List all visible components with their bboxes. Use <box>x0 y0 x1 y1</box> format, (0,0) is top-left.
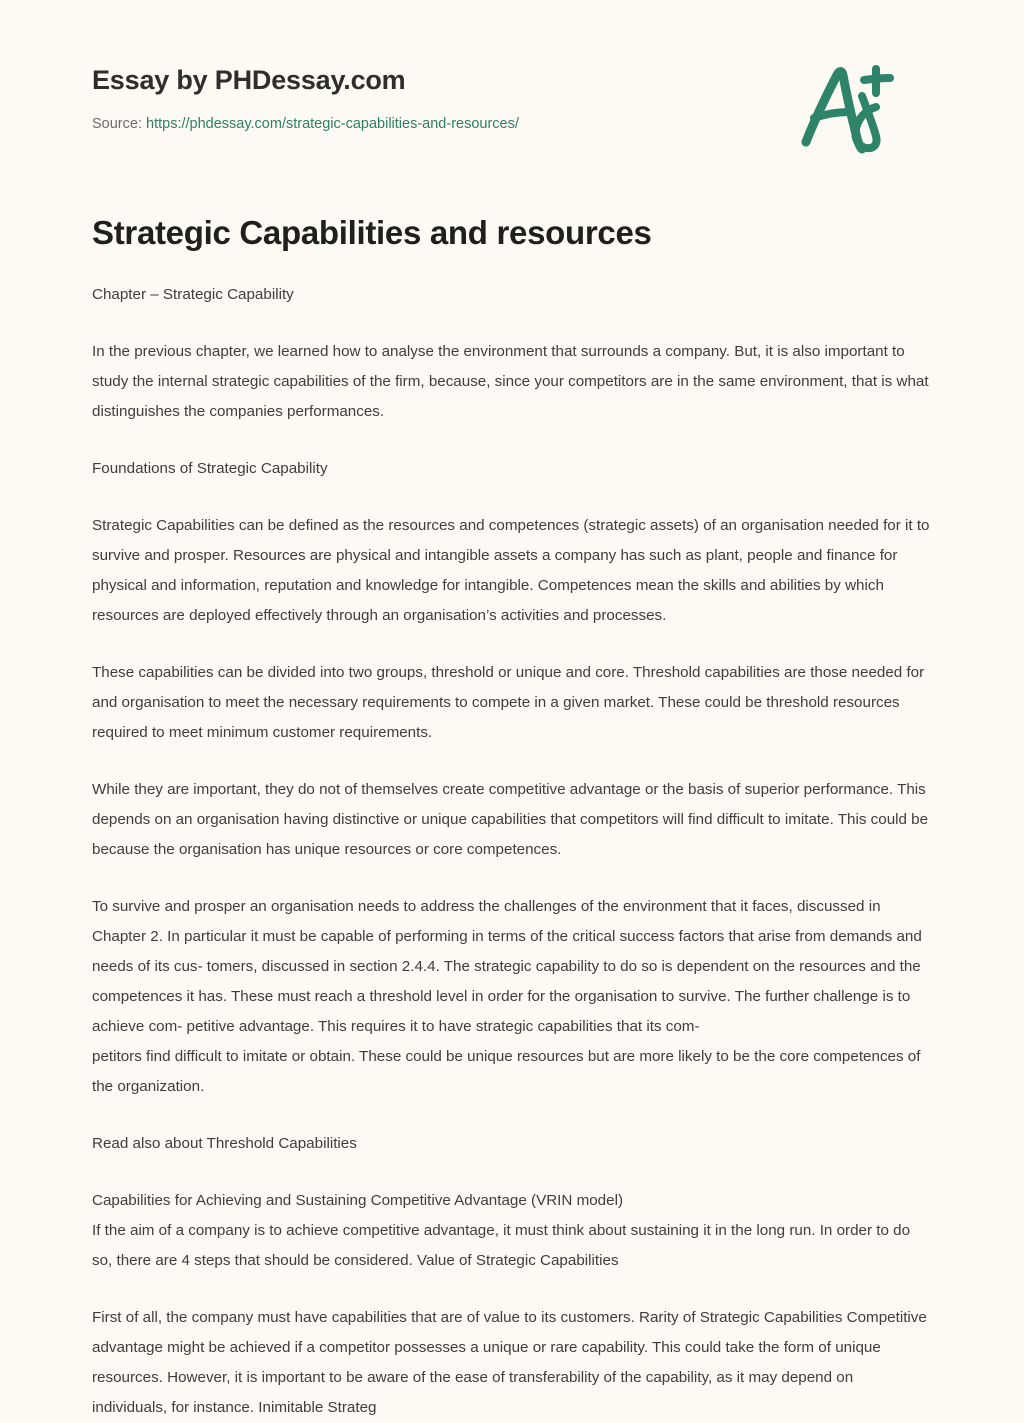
heading-vrin: Capabilities for Achieving and Sustaining Competitive Advantage (VRIN model) <box>92 1191 624 1209</box>
article-body <box>0 213 1024 1423</box>
paragraph-intro: In the previous chapter, we learned how to analyse the environment that surrounds a company. But, it is also important to study the internal strategic capabilities of the firm, because, since your competitors are in the same environment, that is what distinguishes the companies performances. <box>92 342 929 420</box>
paragraph-threshold: These capabilities can be divided into two groups, threshold or unique and core. Threshold capabilities are those needed for and organisation to meet the necessary requirements to compete in a given market. These could be threshold resources required to meet minimum customer requirements. <box>92 663 925 741</box>
paragraph-advantage: While they are important, they do not of themselves create competitive advantage or the basis of superior performance. This depends on an organisation having distinctive or unique capabilities that competitors will find difficult to imitate. This could be because the organisation has unique resources or core competences. <box>92 780 929 858</box>
paragraph-vrin-intro: If the aim of a company is to achieve competitive advantage, it must think about sustaining it in the long run. In order to do so, there are 4 steps that should be considered. Value of Strategic Capabilities <box>92 1221 911 1269</box>
a-plus-logo-icon <box>792 56 912 156</box>
read-also-line: Read also about Threshold Capabilities <box>92 1134 357 1152</box>
paragraph-survive: To survive and prosper an organisation needs to address the challenges of the environment that it faces, discussed in Chapter 2. In particular it must be capable of performing in terms of the critical success factors that arise from demands and needs of its cus- tomers, discussed in section 2.4.4. The strategic capability to do so is dependent on the resources and the competences it has. These must reach a threshold level in order for the organisation to survive. The further challenge is to achieve com- petitive advantage. This requires it to have strategic capabilities that its com- <box>92 897 922 1035</box>
paragraph-competitors: petitors find difficult to imitate or obtain. These could be unique resources but are more likely to be the core competences of the organization. <box>92 1047 921 1095</box>
brand-block <box>92 62 519 134</box>
paragraph-value-rarity: First of all, the company must have capabilities that are of value to its customers. Rarity of Strategic Capabilities Competitive advantage might be achieved if a competitor possesses a unique or rare capability. This could take the form of unique resources. However, it is important to be aware of the ease of transferability of the capability, as it may depend on individuals, for instance. Inimitable Strateg <box>92 1308 927 1416</box>
paragraph-chapter: Chapter – Strategic Capability <box>92 285 294 303</box>
page-title: Strategic Capabilities and resources <box>92 214 652 251</box>
source-url-link[interactable]: https://phdessay.com/strategic-capabilities-and-resources/ <box>146 115 519 132</box>
source-line <box>92 115 519 134</box>
brand-title: Essay by PHDessay.com <box>92 65 406 95</box>
page-header <box>0 0 1024 156</box>
paragraph-definition: Strategic Capabilities can be defined as the resources and competences (strategic assets) of an organisation needed for it to survive and prosper. Resources are physical and intangible assets a company has such as plant, people and finance for physical and information, reputation and knowledge for intangible. Competences mean the skills and abilities by which resources are deployed effectively through an organisation’s activities and processes. <box>92 516 930 624</box>
source-label: Source: <box>92 115 142 132</box>
heading-foundations: Foundations of Strategic Capability <box>92 459 328 477</box>
